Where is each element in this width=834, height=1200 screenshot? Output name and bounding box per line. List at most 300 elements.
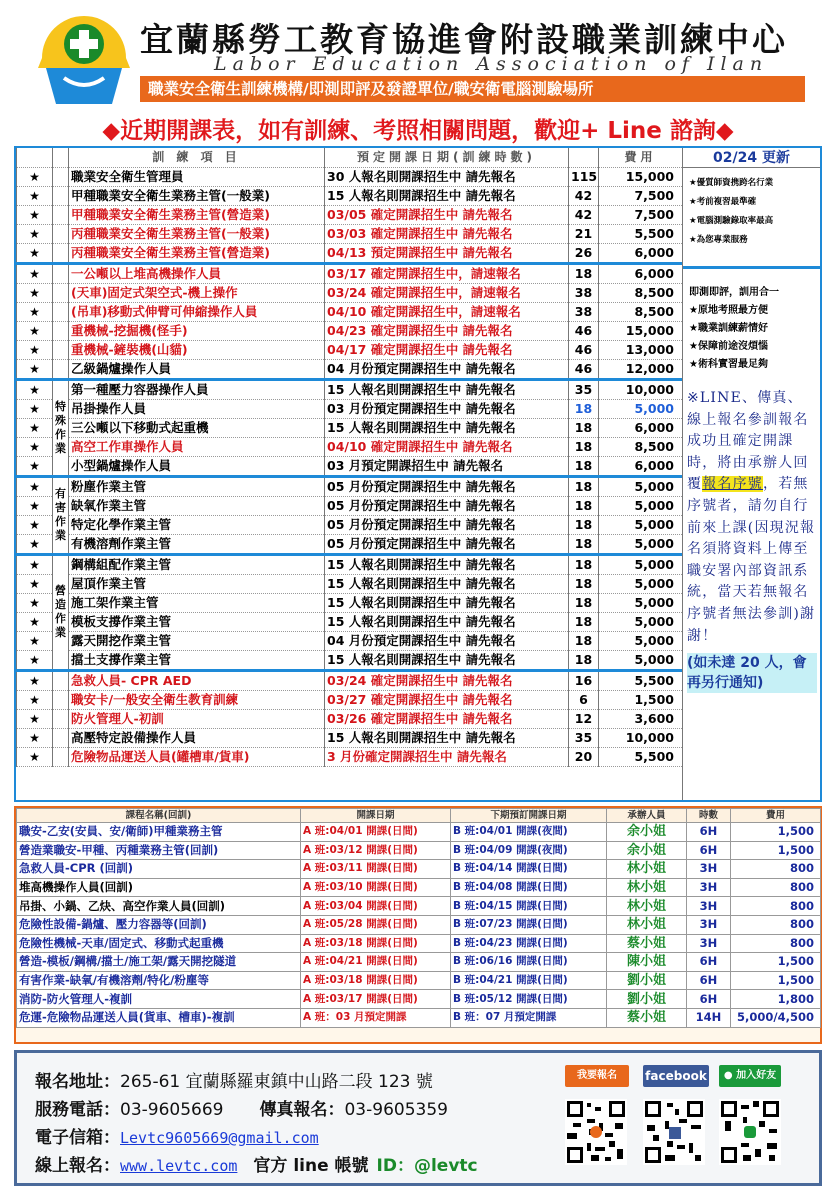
course-hours: 46 xyxy=(569,340,599,359)
course-schedule: 05 月份預定開課招生中 請先報名 xyxy=(325,534,569,554)
course-row xyxy=(17,186,683,205)
course-name: 缺氧作業主管 xyxy=(69,496,325,515)
category-blank xyxy=(53,302,69,321)
course-name: 一公噸以上堆高機操作人員 xyxy=(69,263,325,283)
refresher-prefix: 有害作業- xyxy=(19,973,70,988)
refresher-prefix: 職安- xyxy=(19,824,47,839)
course-fee: 13,000 xyxy=(599,340,683,359)
star-icon: ★ xyxy=(17,728,53,747)
course-hours: 18 xyxy=(569,612,599,631)
course-name: 重機械-挖掘機(怪手) xyxy=(69,321,325,340)
refresher-a-class: A 班:04/01 開課(日間) xyxy=(301,823,451,842)
star-icon: ★ xyxy=(17,690,53,709)
category-blank xyxy=(53,263,69,283)
refresher-b-class: B 班:04/23 開課(日間) xyxy=(451,934,607,953)
course-name: 施工架作業主管 xyxy=(69,593,325,612)
refresher-name: 缺氧/有機溶劑/特化/粉塵等 xyxy=(69,973,209,988)
category-blank xyxy=(53,321,69,340)
course-hours: 18 xyxy=(569,263,599,283)
refresher-course-name xyxy=(17,823,301,842)
star-icon: ★ xyxy=(17,456,53,476)
course-row xyxy=(17,456,683,476)
course-name: 甲種職業安全衛生業務主管(一般業) xyxy=(69,186,325,205)
refresher-fee: 1,500 xyxy=(731,953,821,972)
course-name: 鋼構組配作業主管 xyxy=(69,554,325,574)
refresher-course-name xyxy=(17,841,301,860)
star-icon: ★ xyxy=(17,515,53,534)
refresher-contact: 蔡小姐 xyxy=(607,1008,687,1027)
course-hours: 42 xyxy=(569,186,599,205)
notice-highlight: 報名序號 xyxy=(702,476,764,493)
course-schedule: 15 人報名則開課招生中 請先報名 xyxy=(325,554,569,574)
refresher-a-class: A 班:03/04 開課(日間) xyxy=(301,897,451,916)
refresher-b-class: B 班:06/16 開課(日間) xyxy=(451,953,607,972)
course-schedule xyxy=(14,146,822,802)
course-row xyxy=(17,496,683,515)
category-blank xyxy=(53,670,69,690)
category-blank xyxy=(53,186,69,205)
course-hours: 18 xyxy=(569,534,599,554)
refresher-contact: 余小姐 xyxy=(607,823,687,842)
course-name: 丙種職業安全衛生業務主管(一般業) xyxy=(69,224,325,243)
feature-item: ★電腦測驗錄取率最高 xyxy=(689,216,774,226)
refresher-header-row: 課程名稱(回訓) 開課日期 下期預訂開課日期 承辦人員 時數 費用 xyxy=(17,809,821,823)
refresher-b-class: B 班:04/15 開課(日間) xyxy=(451,897,607,916)
star-icon: ★ xyxy=(17,283,53,302)
refresher-a-class: A 班:03/18 開課(日間) xyxy=(301,934,451,953)
refresher-prefix: 危運- xyxy=(19,1010,47,1025)
refresher-prefix: 營造- xyxy=(19,954,47,969)
course-hours: 18 xyxy=(569,650,599,670)
star-icon: ★ xyxy=(17,747,53,766)
course-fee: 5,000 xyxy=(599,593,683,612)
refresher-b-class: B 班:04/08 開課(日間) xyxy=(451,878,607,897)
refresher-prefix: 急救人員- xyxy=(19,861,70,876)
course-name: 職業安全衛生管理員 xyxy=(69,167,325,186)
course-fee: 5,000 xyxy=(599,534,683,554)
course-fee: 8,500 xyxy=(599,283,683,302)
category-blank xyxy=(53,283,69,302)
refresher-hours: 3H xyxy=(687,878,731,897)
course-schedule: 15 人報名則開課招生中 請先報名 xyxy=(325,650,569,670)
signup-qr-code-icon[interactable] xyxy=(565,1099,627,1165)
course-hours: 18 xyxy=(569,631,599,650)
header-schedule: 預定開課日期(訓練時數) xyxy=(325,148,569,167)
course-row xyxy=(17,399,683,418)
course-hours: 42 xyxy=(569,205,599,224)
org-title: 宜蘭縣勞工教育協進會附設職業訓練中心 xyxy=(140,20,788,59)
phone-line: 服務電話：03-9605669 傳真報名：03-9605359 xyxy=(35,1100,448,1120)
course-row xyxy=(17,631,683,650)
refresher-hours: 6H xyxy=(687,990,731,1009)
refresher-name: 天車/固定式、移動式起重機 xyxy=(81,935,224,950)
course-name: 防火管理人-初訓 xyxy=(69,709,325,728)
course-fee: 6,000 xyxy=(599,243,683,263)
refresher-a-class: A 班:04/21 開課(日間) xyxy=(301,953,451,972)
star-icon: ★ xyxy=(17,243,53,263)
org-description-bar: 職業安全衛生訓練機構/即測即評及發證單位/職安衛電腦測驗場所 xyxy=(140,76,805,102)
course-schedule: 03/26 確定開課招生中 請先報名 xyxy=(325,709,569,728)
refresher-row xyxy=(17,897,821,916)
feature2-item: ★原地考照最方便 xyxy=(689,305,768,316)
course-name: 第一種壓力容器操作人員 xyxy=(69,379,325,399)
course-schedule: 03/24 確定開課招生中，請速報名 xyxy=(325,283,569,302)
refresher-b-class: B 班:04/14 開課(日間) xyxy=(451,860,607,879)
course-fee: 5,500 xyxy=(599,747,683,766)
course-schedule: 15 人報名則開課招生中 請先報名 xyxy=(325,612,569,631)
refresher-hours: 3H xyxy=(687,915,731,934)
refresher-prefix: 營造業職安- xyxy=(19,842,82,857)
refresher-hours: 14H xyxy=(687,1008,731,1027)
course-name: (吊車)移動式伸臂可伸縮操作人員 xyxy=(69,302,325,321)
refresher-course-name xyxy=(17,971,301,990)
refresher-a-class: A 班:03/10 開課(日間) xyxy=(301,878,451,897)
course-schedule: 03/03 確定開課招生中 請先報名 xyxy=(325,224,569,243)
feature-item: ★考前複習最準確 xyxy=(689,197,757,207)
category-blank xyxy=(53,709,69,728)
refresher-name: 防火管理人-複訓 xyxy=(46,991,133,1006)
refresher-course-name xyxy=(17,897,301,916)
refresher-contact: 陳小姐 xyxy=(607,953,687,972)
course-schedule: 04/13 預定開課招生中 請先報名 xyxy=(325,243,569,263)
refresher-hours: 3H xyxy=(687,860,731,879)
course-name: 高壓特定設備操作人員 xyxy=(69,728,325,747)
course-fee: 15,000 xyxy=(599,321,683,340)
star-icon: ★ xyxy=(17,476,53,496)
course-fee: 10,000 xyxy=(599,728,683,747)
course-name: (天車)固定式架空式-機上操作 xyxy=(69,283,325,302)
refresher-name: 鍋爐、壓力容器等(回訓) xyxy=(81,917,207,932)
refresher-name: 乙安(安員、安/衛師)甲種業務主管 xyxy=(46,824,223,839)
course-row xyxy=(17,747,683,766)
refresher-table xyxy=(16,808,821,1028)
refresher-a-class: A 班:03/11 開課(日間) xyxy=(301,860,451,879)
notice-min-enrollment: (如未達 20 人，會再另行通知) xyxy=(687,653,817,693)
refresher-a-class: A 班:03/12 開課(日間) xyxy=(301,841,451,860)
refresher-row xyxy=(17,823,821,842)
address-line: 報名地址：265-61 宜蘭縣羅東鎮中山路二段 123 號 xyxy=(35,1072,433,1092)
star-icon: ★ xyxy=(17,631,53,650)
refresher-name: 危險物品運送人員(貨車、槽車)-複訓 xyxy=(46,1010,235,1025)
course-hours: 18 xyxy=(569,515,599,534)
course-row xyxy=(17,302,683,321)
course-row xyxy=(17,515,683,534)
refresher-name: CPR (回訓) xyxy=(69,861,134,876)
category-blank xyxy=(53,224,69,243)
course-hours: 26 xyxy=(569,243,599,263)
refresher-hours: 6H xyxy=(687,971,731,990)
refresher-b-class: B 班:04/09 開課(夜間) xyxy=(451,841,607,860)
course-table xyxy=(16,148,683,767)
course-row xyxy=(17,574,683,593)
refresher-fee: 1,500 xyxy=(731,971,821,990)
star-icon: ★ xyxy=(17,554,53,574)
category-label: 營造作業 xyxy=(53,554,69,670)
course-hours: 18 xyxy=(569,399,599,418)
course-fee: 1,500 xyxy=(599,690,683,709)
schedule-banner: ◆近期開課表，如有訓練、考照相關問題，歡迎+ Line 諮詢◆ xyxy=(102,118,734,144)
course-row xyxy=(17,263,683,283)
course-row xyxy=(17,476,683,496)
website-link[interactable]: www.levtc.com xyxy=(120,1157,238,1175)
course-fee: 5,500 xyxy=(599,670,683,690)
course-row xyxy=(17,690,683,709)
refresher-b-class: B 班:05/12 開課(日間) xyxy=(451,990,607,1009)
course-schedule: 03/27 確定開課招生中 請先報名 xyxy=(325,690,569,709)
course-name: 職安卡/一般安全衛生教育訓練 xyxy=(69,690,325,709)
course-schedule: 15 人報名則開課招生中 請先報名 xyxy=(325,593,569,612)
refresher-row xyxy=(17,953,821,972)
refresher-hours: 3H xyxy=(687,897,731,916)
course-row xyxy=(17,167,683,186)
header xyxy=(0,0,834,112)
refresher-name: 吊掛、小鍋、乙炔、高空作業人員(回訓) xyxy=(19,898,226,913)
course-row xyxy=(17,379,683,399)
feature-item: ★優質師資携跨名行業 xyxy=(689,178,774,188)
course-hours: 18 xyxy=(569,574,599,593)
course-name: 擋土支撐作業主管 xyxy=(69,650,325,670)
course-hours: 12 xyxy=(569,709,599,728)
course-hours: 6 xyxy=(569,690,599,709)
contact-info xyxy=(14,1050,822,1186)
feature2-item: ★術科實習最足夠 xyxy=(689,359,768,370)
course-schedule: 15 人報名則開課招生中 請先報名 xyxy=(325,574,569,593)
header-fee: 費用 xyxy=(599,148,683,167)
course-row xyxy=(17,554,683,574)
course-fee: 7,500 xyxy=(599,205,683,224)
refresher-fee: 800 xyxy=(731,860,821,879)
course-schedule: 03/05 確定開課招生中 請先報名 xyxy=(325,205,569,224)
star-icon: ★ xyxy=(17,670,53,690)
star-icon: ★ xyxy=(17,263,53,283)
line-add-friend-button[interactable]: ● 加入好友 xyxy=(719,1065,781,1087)
refresher-row xyxy=(17,841,821,860)
course-hours: 38 xyxy=(569,302,599,321)
email-line: 電子信箱：Levtc9605669@gmail.com xyxy=(35,1128,319,1148)
refresher-fee: 800 xyxy=(731,878,821,897)
facebook-qr-code-icon[interactable] xyxy=(643,1099,705,1165)
course-fee: 5,000 xyxy=(599,399,683,418)
course-hours: 38 xyxy=(569,283,599,302)
course-row xyxy=(17,224,683,243)
course-schedule: 04 月份預定開課招生中 請先報名 xyxy=(325,359,569,379)
course-fee: 6,000 xyxy=(599,263,683,283)
course-schedule: 03 月份預定開課招生中 請先報名 xyxy=(325,399,569,418)
star-icon: ★ xyxy=(17,205,53,224)
course-row xyxy=(17,205,683,224)
refresher-b-class: B 班:04/21 開課(日間) xyxy=(451,971,607,990)
refresher-hours: 6H xyxy=(687,841,731,860)
course-schedule: 05 月份預定開課招生中 請先報名 xyxy=(325,496,569,515)
refresher-b-class: B 班:07/23 開課(日間) xyxy=(451,915,607,934)
course-row xyxy=(17,437,683,456)
category-label: 特殊作業 xyxy=(53,379,69,476)
course-schedule: 15 人報名則開課招生中 請先報名 xyxy=(325,728,569,747)
refresher-contact: 林小姐 xyxy=(607,897,687,916)
course-fee: 5,000 xyxy=(599,650,683,670)
course-schedule: 03 月預定開課招生中 請先報名 xyxy=(325,456,569,476)
course-name: 露天開挖作業主管 xyxy=(69,631,325,650)
web-line: 線上報名：www.levtc.com 官方 line 帳號 ID：@levtc xyxy=(35,1156,478,1176)
course-schedule: 03/24 確定開課招生中 請先報名 xyxy=(325,670,569,690)
course-schedule: 04/17 確定開課招生中 請先報名 xyxy=(325,340,569,359)
refresher-contact: 林小姐 xyxy=(607,878,687,897)
course-fee: 5,000 xyxy=(599,496,683,515)
course-row xyxy=(17,321,683,340)
refresher-course-name xyxy=(17,860,301,879)
refresher-a-class: A 班:05/28 開課(日間) xyxy=(301,915,451,934)
refresher-row xyxy=(17,878,821,897)
star-icon: ★ xyxy=(17,709,53,728)
course-fee: 7,500 xyxy=(599,186,683,205)
refresher-a-class: A 班:03/17 開課(日間) xyxy=(301,990,451,1009)
refresher-contact: 蔡小姐 xyxy=(607,934,687,953)
course-hours: 18 xyxy=(569,554,599,574)
refresher-fee: 1,500 xyxy=(731,841,821,860)
star-icon: ★ xyxy=(17,650,53,670)
refresher-fee: 1,500 xyxy=(731,823,821,842)
star-icon: ★ xyxy=(17,321,53,340)
update-date: 02/24 更新 xyxy=(683,148,820,168)
course-fee: 5,000 xyxy=(599,476,683,496)
feature2-title: 即測即評，訓用合一 xyxy=(689,287,779,298)
side-panel xyxy=(682,148,820,800)
star-icon: ★ xyxy=(17,224,53,243)
course-row xyxy=(17,340,683,359)
course-row xyxy=(17,650,683,670)
feature2-item: ★保障前途沒煩惱 xyxy=(689,341,768,352)
category-blank xyxy=(53,340,69,359)
refresher-row xyxy=(17,990,821,1009)
course-table-header xyxy=(17,148,683,167)
feature-item: ★為您專業服務 xyxy=(689,235,748,245)
course-fee: 3,600 xyxy=(599,709,683,728)
course-row xyxy=(17,283,683,302)
course-schedule: 04 月份預定開課招生中 請先報名 xyxy=(325,631,569,650)
course-name: 乙級鍋爐操作人員 xyxy=(69,359,325,379)
course-row xyxy=(17,709,683,728)
refresher-name: 堆高機操作人員(回訓) xyxy=(19,880,134,895)
course-fee: 6,000 xyxy=(599,456,683,476)
course-schedule: 3 月份確定開課招生中 請先報名 xyxy=(325,747,569,766)
category-label: 有害作業 xyxy=(53,476,69,554)
course-hours: 18 xyxy=(569,418,599,437)
star-icon: ★ xyxy=(17,359,53,379)
signup-button[interactable]: 我要報名 xyxy=(565,1065,629,1087)
refresher-fee: 800 xyxy=(731,897,821,916)
refresher-contact: 林小姐 xyxy=(607,915,687,934)
course-row xyxy=(17,728,683,747)
refresher-prefix: 危險性機械- xyxy=(19,935,82,950)
refresher-course-name xyxy=(17,934,301,953)
refresher-fee: 5,000/4,500 xyxy=(731,1008,821,1027)
refresher-contact: 劉小姐 xyxy=(607,971,687,990)
course-name: 特定化學作業主管 xyxy=(69,515,325,534)
refresher-b-class: B 班：07 月預定開課 xyxy=(451,1008,607,1027)
helmet-logo-icon xyxy=(32,8,136,108)
star-icon: ★ xyxy=(17,379,53,399)
course-hours: 16 xyxy=(569,670,599,690)
course-hours: 18 xyxy=(569,476,599,496)
course-hours: 18 xyxy=(569,593,599,612)
refresher-b-class: B 班:04/01 開課(夜間) xyxy=(451,823,607,842)
refresher-a-class: A 班：03 月預定開課 xyxy=(301,1008,451,1027)
refresher-course-name xyxy=(17,1008,301,1027)
course-hours: 20 xyxy=(569,747,599,766)
course-schedule: 05 月份預定開課招生中 請先報名 xyxy=(325,515,569,534)
refresher-prefix: 消防- xyxy=(19,991,47,1006)
refresher-prefix: 危險性設備- xyxy=(19,917,82,932)
course-fee: 8,500 xyxy=(599,302,683,321)
facebook-button[interactable]: facebook xyxy=(643,1065,709,1087)
line-qr-code-icon[interactable] xyxy=(719,1099,781,1165)
course-schedule: 15 人報名則開課招生中 請先報名 xyxy=(325,186,569,205)
email-link[interactable]: Levtc9605669@gmail.com xyxy=(120,1129,319,1147)
course-fee: 10,000 xyxy=(599,379,683,399)
course-row xyxy=(17,359,683,379)
category-blank xyxy=(53,747,69,766)
course-hours: 18 xyxy=(569,456,599,476)
refresher-fee: 800 xyxy=(731,934,821,953)
course-fee: 5,000 xyxy=(599,612,683,631)
course-schedule: 05 月份預定開課招生中 請先報名 xyxy=(325,476,569,496)
course-row xyxy=(17,593,683,612)
course-name: 急救人員- CPR AED xyxy=(69,670,325,690)
refresher-course-name xyxy=(17,953,301,972)
star-icon: ★ xyxy=(17,186,53,205)
header-star-col xyxy=(17,148,53,167)
course-fee: 12,000 xyxy=(599,359,683,379)
refresher-a-class: A 班:03/18 開課(日間) xyxy=(301,971,451,990)
course-name: 模板支撐作業主管 xyxy=(69,612,325,631)
course-schedule: 03/17 確定開課招生中，請速報名 xyxy=(325,263,569,283)
course-name: 粉塵作業主管 xyxy=(69,476,325,496)
course-schedule: 04/23 確定開課招生中 請先報名 xyxy=(325,321,569,340)
course-hours: 115 xyxy=(569,167,599,186)
refresher-contact: 林小姐 xyxy=(607,860,687,879)
line-id: ID：@levtc xyxy=(376,1156,478,1176)
refresher-hours: 3H xyxy=(687,934,731,953)
refresher-row xyxy=(17,934,821,953)
star-icon: ★ xyxy=(17,534,53,554)
star-icon: ★ xyxy=(17,399,53,418)
course-name: 危險物品運送人員(罐槽車/貨車) xyxy=(69,747,325,766)
refresher-contact: 劉小姐 xyxy=(607,990,687,1009)
refresher-row xyxy=(17,860,821,879)
course-fee: 5,000 xyxy=(599,554,683,574)
header-hours-col xyxy=(569,148,599,167)
course-row xyxy=(17,612,683,631)
course-hours: 35 xyxy=(569,379,599,399)
refresher-row xyxy=(17,1008,821,1027)
course-fee: 5,000 xyxy=(599,574,683,593)
header-cat-col xyxy=(53,148,69,167)
star-icon: ★ xyxy=(17,437,53,456)
course-name: 重機械-鏟裝機(山貓) xyxy=(69,340,325,359)
course-hours: 21 xyxy=(569,224,599,243)
star-icon: ★ xyxy=(17,593,53,612)
category-blank xyxy=(53,359,69,379)
course-row xyxy=(17,243,683,263)
course-name: 屋頂作業主管 xyxy=(69,574,325,593)
refresher-fee: 800 xyxy=(731,915,821,934)
course-hours: 46 xyxy=(569,359,599,379)
course-fee: 6,000 xyxy=(599,418,683,437)
org-english-name: Labor Education Association of Ilan xyxy=(214,53,769,75)
course-schedule: 30 人報名則開課招生中 請先報名 xyxy=(325,167,569,186)
category-blank xyxy=(53,205,69,224)
star-icon: ★ xyxy=(17,574,53,593)
